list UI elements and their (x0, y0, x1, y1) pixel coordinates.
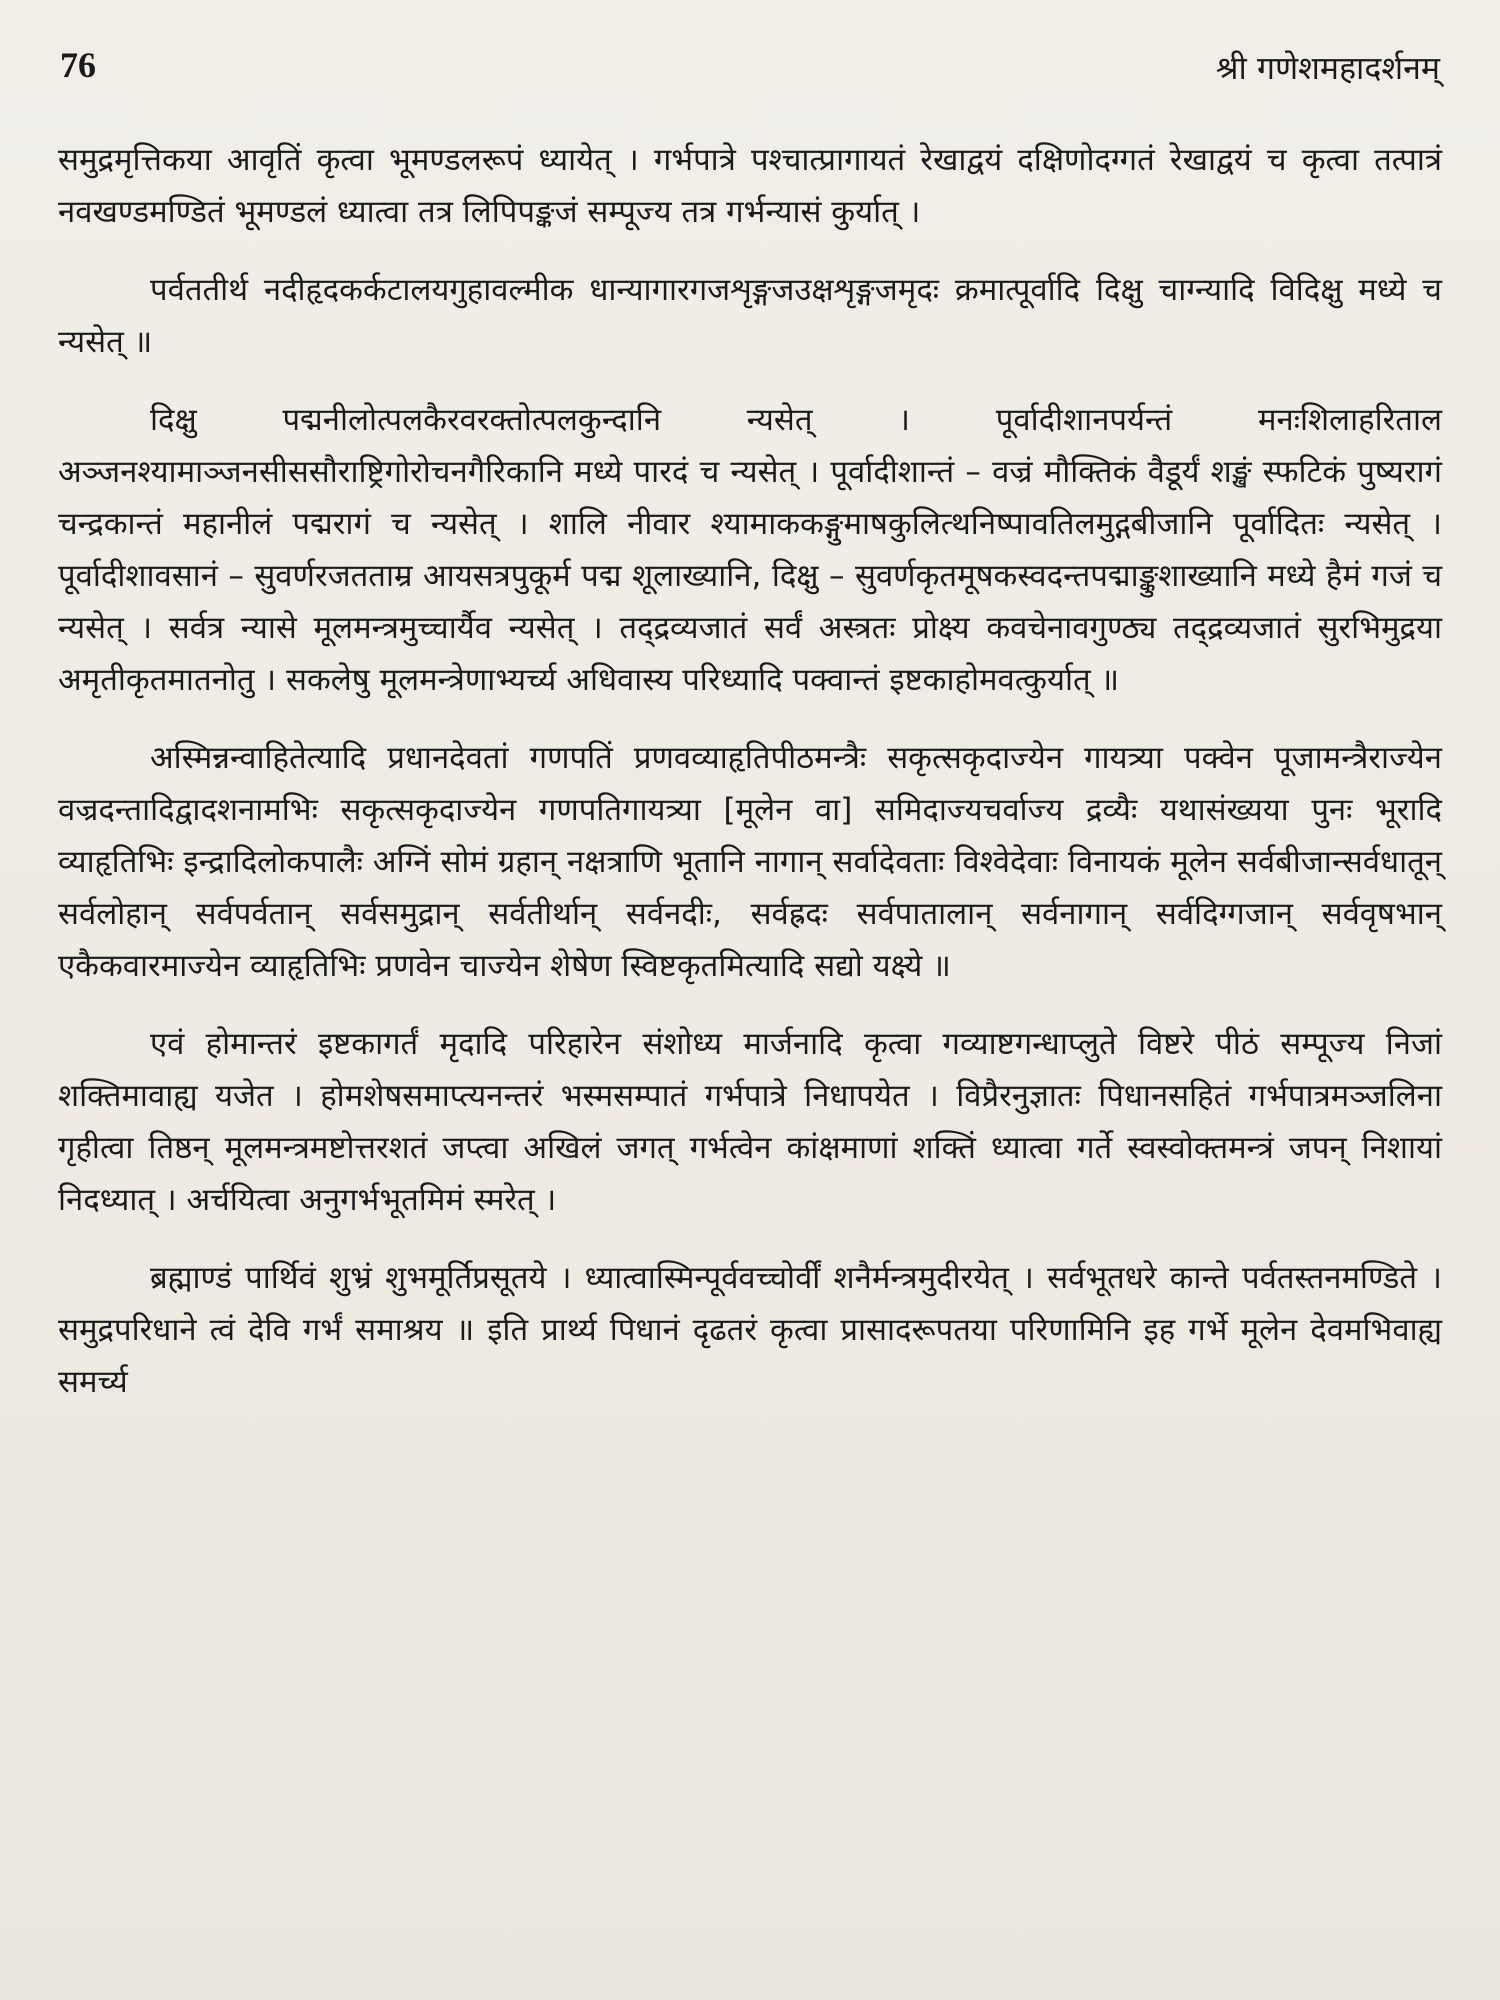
page-body (58, 134, 1442, 1434)
paragraph-3: दिक्षु पद्मनीलोत्पलकैरवरक्तोत्पलकुन्दानि न्यसेत् । पूर्वादीशानपर्यन्तं मनःशिलाहरिताल अञ्जनश्यामाञ्जनसीससौराष्ट्रिगोरोचनगैरिकानि मध्ये पारदं च न्यसेत् । पूर्वादीशान्तं – वज्रं मौक्तिकं वैडूर्यं शङ्खं स्फटिकं पुष्यरागं चन्द्रकान्तं महानीलं पद्मरागं च न्यसेत् । शालि नीवार श्यामाककङ्गुमाषकुलित्थनिष्पावतिलमुद्गबीजानि पूर्वादितः न्यसेत् । पूर्वादीशावसानं – सुवर्णरजतताम्र आयसत्रपुकूर्म पद्म शूलाख्यानि, दिक्षु – सुवर्णकृतमूषकस्वदन्तपद्माङ्कुशाख्यानि मध्ये हैमं गजं च न्यसेत् । सर्वत्र न्यासे मूलमन्त्रमुच्चार्यैव न्यसेत् । तद्द्रव्यजातं सर्वं अस्त्रतः प्रोक्ष्य कवचेनावगुण्ठ्य तद्द्रव्यजातं सुरभिमुद्रया अमृतीकृतमातनोतु । सकलेषु मूलमन्त्रेणाभ्यर्च्य अधिवास्य परिध्यादि पक्वान्तं इष्टकाहोमवत्कुर्यात् ॥ (58, 402, 1442, 698)
running-title: श्री गणेशमहादर्शनम् (1215, 49, 1440, 87)
paragraph-4: अस्मिन्नन्वाहितेत्यादि प्रधानदेवतां गणपतिं प्रणवव्याहृतिपीठमन्त्रैः सकृत्सकृदाज्येन गायत्र्या पक्वेन पूजामन्त्रैराज्येन वज्रदन्तादिद्वादशनामभिः सकृत्सकृदाज्येन गणपतिगायत्र्या [मूलेन वा] समिदाज्यचर्वाज्य द्रव्यैः यथासंख्यया पुनः भूरादि व्याहृतिभिः इन्द्रादिलोकपालैः अग्निं सोमं ग्रहान् नक्षत्राणि भूतानि नागान् सर्वादेवताः विश्वेदेवाः विनायकं मूलेन सर्वबीजान्सर्वधातून् सर्वलोहान् सर्वपर्वतान् सर्वसमुद्रान् सर्वतीर्थान् सर्वनदीः, सर्वह्रदः सर्वपातालान् सर्वनागान् सर्वदिग्गजान् सर्ववृषभान् एकैकवारमाज्येन व्याहृतिभिः प्रणवेन चाज्येन शेषेण स्विष्टकृतमित्यादि सद्यो यक्ष्ये ॥ (58, 740, 1442, 984)
page-number: 76 (60, 45, 96, 85)
paragraph-6: ब्रह्माण्डं पार्थिवं शुभ्रं शुभमूर्तिप्रसूतये । ध्यात्वास्मिन्पूर्ववच्चोर्वीं शनैर्मन्त्रमुदीरयेत् । सर्वभूतधरे कान्ते पर्वतस्तनमण्डिते । समुद्रपरिधाने त्वं देवि गर्भं समाश्रय ॥ इति प्रार्थ्य पिधानं दृढतरं कृत्वा प्रासादरूपतया परिणामिनि इह गर्भे मूलेन देवमभिवाह्य समर्च्य (58, 1260, 1442, 1400)
paragraph-5: एवं होमान्तरं इष्टकागर्तं मृदादि परिहारेन संशोध्य मार्जनादि कृत्वा गव्याष्टगन्धाप्लुते विष्टरे पीठं सम्पूज्य निजां शक्तिमावाह्य यजेत । होमशेषसमाप्त्यनन्तरं भस्मसम्पातं गर्भपात्रे निधापयेत । विप्रैरनुज्ञातः पिधानसहितं गर्भपात्रमञ्जलिना गृहीत्वा तिष्ठन् मूलमन्त्रमष्टोत्तरशतं जप्त्वा अखिलं जगत् गर्भत्वेन कांक्षमाणां शक्तिं ध्यात्वा गर्ते स्वस्वोक्तमन्त्रं जपन् निशायां निदध्यात् । अर्चयित्वा अनुगर्भभूतमिमं स्मरेत् । (58, 1026, 1442, 1218)
paragraph-1: समुद्रमृत्तिकया आवृतिं कृत्वा भूमण्डलरूपं ध्यायेत् । गर्भपात्रे पश्चात्प्रागायतं रेखाद्वयं दक्षिणोदग्गतं रेखाद्वयं च कृत्वा तत्पात्रं नवखण्डमण्डितं भूमण्डलं ध्यात्वा तत्र लिपिपङ्कजं सम्पूज्य तत्र गर्भन्यासं कुर्यात् । (58, 142, 1442, 230)
paragraph-2: पर्वततीर्थ नदीहृदकर्कटालयगुहावल्मीक धान्यागारगजशृङ्गजउक्षशृङ्गजमृदः क्रमात्पूर्वादि दिक्षु चाग्न्यादि विदिक्षु मध्ये च न्यसेत् ॥ (58, 272, 1442, 360)
